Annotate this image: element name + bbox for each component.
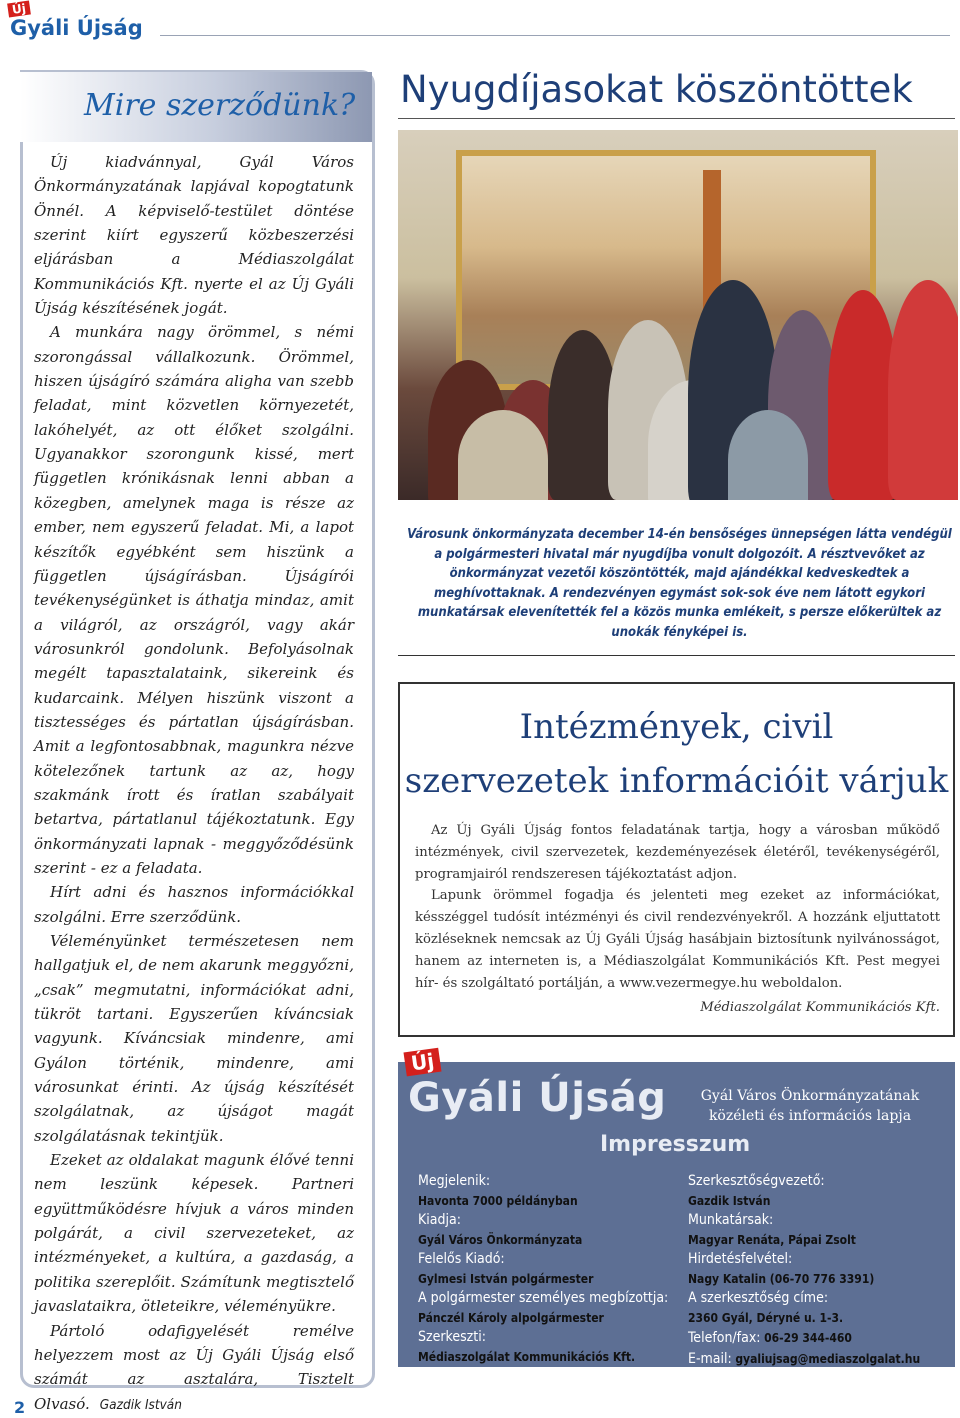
photo-person xyxy=(728,410,808,500)
masthead-badge: Új xyxy=(7,1,31,18)
notice-signature: Médiaszolgálat Kommunikációs Kft. xyxy=(700,1000,940,1015)
impressum-label: A szerkesztőség címe: xyxy=(688,1290,829,1306)
impressum-heading: Impresszum xyxy=(600,1132,751,1157)
impressum-right-column xyxy=(688,1172,948,1369)
masthead-logo: Gyáli Újság xyxy=(10,16,143,40)
impressum-value: Gylmesi István polgármester xyxy=(418,1271,594,1286)
notice-body xyxy=(415,820,940,994)
impressum-left-column xyxy=(418,1172,678,1367)
impressum-label: Felelős Kiadó: xyxy=(418,1251,505,1267)
impressum-value: Gyál Város Önkormányzata xyxy=(418,1232,583,1247)
impressum-label: Szerkeszti: xyxy=(418,1329,486,1345)
impressum-label: Telefon/fax: xyxy=(688,1330,761,1346)
masthead-rule xyxy=(160,35,950,36)
impressum-email-link[interactable]: gyaliujsag@mediaszolgalat.hu xyxy=(735,1351,921,1366)
editorial-body xyxy=(34,150,354,1417)
impressum-label: Kiadja: xyxy=(418,1212,461,1228)
photo-person xyxy=(458,410,548,500)
impressum-label: Hirdetésfelvétel: xyxy=(688,1251,793,1267)
photo-person xyxy=(888,280,958,500)
impressum-subtitle-line: Gyál Város Önkormányzatának xyxy=(700,1088,920,1104)
impressum-value: Nagy Katalin (06-70 776 3391) xyxy=(688,1271,875,1286)
editorial-paragraph: Véleményünket természetesen nem hallgatjuk el, de nem akarunk meggyőzni, „csak” megmutatni, információkat adni, tükröt tartani. Egyszerűen kíváncsiak vagyunk. Kíváncsiak mindenre, ami Gyálon történik, mindenre, ami városunkat érinti. Az újság készítését szolgálatnak, az újságot magát szolgálatásnak tekintjük. xyxy=(34,932,354,1145)
masthead xyxy=(0,0,960,50)
notice-title-line: Intézmények, civil xyxy=(519,707,834,747)
editorial-paragraph: Hírt adni és hasznos információkkal szolgálni. Erre szerződünk. xyxy=(34,883,354,926)
photo-caption: Városunk önkormányzata december 14-én bensőséges ünnepségen látta vendégül a polgármesteri hivatal már nyugdíjba vonult dolgozóit. A résztvevőket az önkormányzat vezetői köszöntötték, majd ajándékkal kedveskedtek a meghívottaknak. A rendezvényen egymást sok-sok éve nem látott egykori munkatársak elevenítették fel a közös munka emlékeit, s persze előkerültek az unokák fényképei is. xyxy=(407,527,952,640)
impressum-subtitle xyxy=(680,1086,940,1126)
impressum-badge: Új xyxy=(404,1048,442,1077)
editorial-signature: Gazdik István xyxy=(99,1396,182,1413)
notice-title xyxy=(400,700,953,808)
article-headline: Nyugdíjasokat köszöntöttek xyxy=(400,68,913,111)
editorial-paragraph: Új kiadvánnyal, Gyál Város Önkormányzatának lapjával kopogtatunk Önnél. A képviselő-testület döntése szerint kiírt egyszerű közbeszerzési eljárásban a Médiaszolgálat Kommunikációs Kft. nyerte el az Új Gyáli Újság készítésének jogát. xyxy=(34,153,354,318)
editorial-paragraph: Ezeket az oldalakat magunk élővé tenni nem leszünk képesek. Partneri együttműködésre hívjuk a város minden polgárát, a civil szervezeteket, az intézményeket, a kultúra, a gazdaság, a politika szereplőit. Számítunk megtisztelő javaslataikra, ötleteikre, véleményükre. xyxy=(34,1151,354,1316)
editorial-paragraph: A munkára nagy örömmel, s némi szorongással vállalkozunk. Örömmel, hiszen újságíró számára aligha van szebb feladat, mint közvetlen környezetét, lakóhelyét, az ott élőket szolgálni. Ugyanakkor szorongunk kissé, mert független krónikásnak lenni abban a közegben, amelynek maga is része az ember, nem egyszerű feladat. Mi, a lapot készítők egyébként sem hiszünk a független újságírásban. Újságírói tevékenységünket is áthatja mindaz, amit a világról, az országról, vagy akár városunkról gondolunk. Befolyásolnak megélt tapasztalataink, sikereink és kudarcaink. Mélyen hiszünk viszont a tisztességes és pártatlan újságírásban. Amit a legfontosabbnak, magunkra nézve kötelezőnek tartunk az az, hogy szakmánk írott és íratlan szabályait betartva, pártatlanul tájékoztatunk. Egy önkormányzati lapnak - meggyőződésünk szerint - ez a feladata. xyxy=(34,323,354,877)
notice-paragraph: Az Új Gyáli Újság fontos feladatának tartja, hogy a városban működő intézmények, civil szervezetek, kezdeményezések életéről, tevékenységéről, programjairól rendszeresen tájékoztatást adjon. xyxy=(415,823,940,882)
impressum-value: Havonta 7000 példányban xyxy=(418,1193,578,1208)
notice-paragraph: Lapunk örömmel fogadja és jelenteti meg ezeket az információkat, késszéggel tudósít intézményi és civil rendezvényekről. A hozzánk eljuttatott közléseknek nemcsak az Új Gyáli Újság hasábjain biztosítunk nyilvánosságot, hanem az interneten is, a Médiaszolgálat Kommunikációs Kft. Pest megyei hír- és szolgáltató portálján, a www.vezermegye.hu weboldalon. xyxy=(415,888,940,991)
impressum-label: Megjelenik: xyxy=(418,1173,491,1189)
section-rule xyxy=(398,655,955,656)
impressum-label: Munkatársak: xyxy=(688,1212,774,1228)
impressum-phone-line xyxy=(688,1328,948,1349)
impressum-value: 06-29 344-460 xyxy=(764,1331,852,1345)
impressum-value: Gazdik István xyxy=(688,1193,771,1208)
impressum-label: A polgármester személyes megbízottja: xyxy=(418,1290,669,1306)
impressum-value: Médiaszolgálat Kommunikációs Kft. xyxy=(418,1349,636,1364)
impressum-value: Pánczél Károly alpolgármester xyxy=(418,1310,604,1325)
impressum-logo: Gyáli Újság xyxy=(408,1075,667,1121)
page-number: 2 xyxy=(14,1398,26,1417)
notice-title-line: szervezetek információit várjuk xyxy=(404,761,949,801)
editorial-closing xyxy=(34,1319,354,1417)
impressum-value: Magyar Renáta, Pápai Zsolt xyxy=(688,1232,856,1247)
impressum-label: Szerkesztőségvezető: xyxy=(688,1173,825,1189)
headline-rule xyxy=(398,118,955,119)
editorial-paragraph: Pártoló odafigyelését remélve helyezzem most az Új Gyáli Újság első számát az asztalára, Tisztelt Olvasó. xyxy=(34,1321,354,1413)
group-photo xyxy=(398,130,958,500)
impressum-subtitle-line: közéleti és információs lapja xyxy=(708,1108,912,1124)
impressum-value: 2360 Gyál, Déryné u. 1-3. xyxy=(688,1310,844,1325)
impressum-email-line xyxy=(688,1349,948,1370)
editorial-title: Mire szerződünk? xyxy=(84,88,356,123)
impressum-label: E-mail: xyxy=(688,1350,732,1367)
